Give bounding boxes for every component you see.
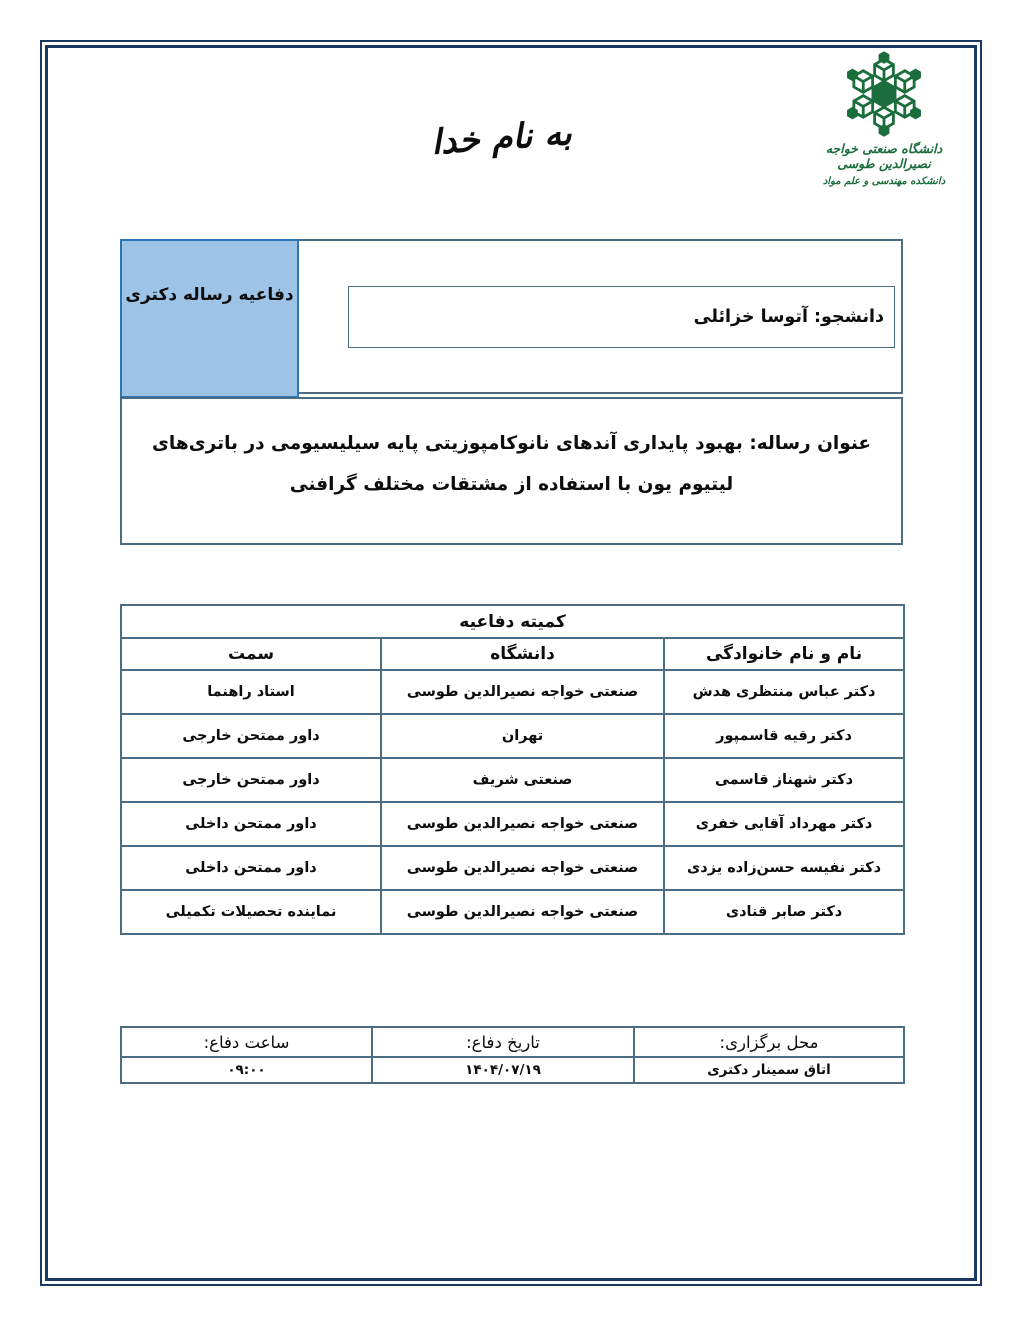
- committee-row: [121, 670, 904, 714]
- committee-row: [121, 846, 904, 890]
- venue-value: اتاق سمینار دکتری: [634, 1057, 904, 1083]
- member-role: داور ممتحن خارجی: [121, 758, 381, 802]
- member-name: دکتر مهرداد آقایی خفری: [664, 802, 904, 846]
- member-role: داور ممتحن خارجی: [121, 714, 381, 758]
- member-university: صنعتی شریف: [381, 758, 664, 802]
- date-label: تاریخ دفاع:: [372, 1027, 634, 1057]
- member-role: داور ممتحن داخلی: [121, 802, 381, 846]
- faculty-name: دانشکده مهندسی و علم مواد: [822, 176, 946, 187]
- committee-table-title: کمیته دفاعیه: [121, 605, 904, 638]
- member-name: دکتر صابر قنادی: [664, 890, 904, 934]
- university-logo-block: [800, 50, 968, 187]
- university-logo-icon: [834, 50, 934, 138]
- committee-table: [120, 604, 905, 935]
- committee-row: [121, 758, 904, 802]
- committee-row: [121, 890, 904, 934]
- member-name: دکتر عباس منتظری هدش: [664, 670, 904, 714]
- bismillah-calligraphy: به نام خدا: [429, 113, 574, 163]
- committee-header-role: سمت: [121, 638, 381, 670]
- time-label: ساعت دفاع:: [121, 1027, 372, 1057]
- member-university: صنعتی خواجه نصیرالدین طوسی: [381, 670, 664, 714]
- member-university: تهران: [381, 714, 664, 758]
- date-value: ۱۴۰۴/۰۷/۱۹: [372, 1057, 634, 1083]
- member-name: دکتر رقیه قاسمپور: [664, 714, 904, 758]
- committee-row: [121, 802, 904, 846]
- time-value: ۰۹:۰۰: [121, 1057, 372, 1083]
- member-role: استاد راهنما: [121, 670, 381, 714]
- committee-row: [121, 714, 904, 758]
- venue-label: محل برگزاری:: [634, 1027, 904, 1057]
- member-role: نماینده تحصیلات تکمیلی: [121, 890, 381, 934]
- thesis-title-box: عنوان رساله: بهبود پایداری آندهای نانوکامپوزیتی پایه سیلیسیومی در باتری‌های لیتیوم یون با استفاده از مشتقات مختلف گرافنی: [120, 397, 903, 545]
- committee-header-university: دانشگاه: [381, 638, 664, 670]
- student-name-box: دانشجو: آتوسا خزائلی: [348, 286, 895, 348]
- member-role: داور ممتحن داخلی: [121, 846, 381, 890]
- member-university: صنعتی خواجه نصیرالدین طوسی: [381, 846, 664, 890]
- member-university: صنعتی خواجه نصیرالدین طوسی: [381, 890, 664, 934]
- defense-type-label: دفاعیه رساله دکتری: [120, 239, 299, 398]
- member-university: صنعتی خواجه نصیرالدین طوسی: [381, 802, 664, 846]
- member-name: دکتر شهناز قاسمی: [664, 758, 904, 802]
- notice-top-row: [120, 239, 903, 394]
- committee-header-name: نام و نام خانوادگی: [664, 638, 904, 670]
- university-name: دانشگاه صنعتی خواجه نصیرالدین طوسی: [825, 141, 943, 171]
- member-name: دکتر نفیسه حسن‌زاده یزدی: [664, 846, 904, 890]
- session-table: [120, 1026, 905, 1084]
